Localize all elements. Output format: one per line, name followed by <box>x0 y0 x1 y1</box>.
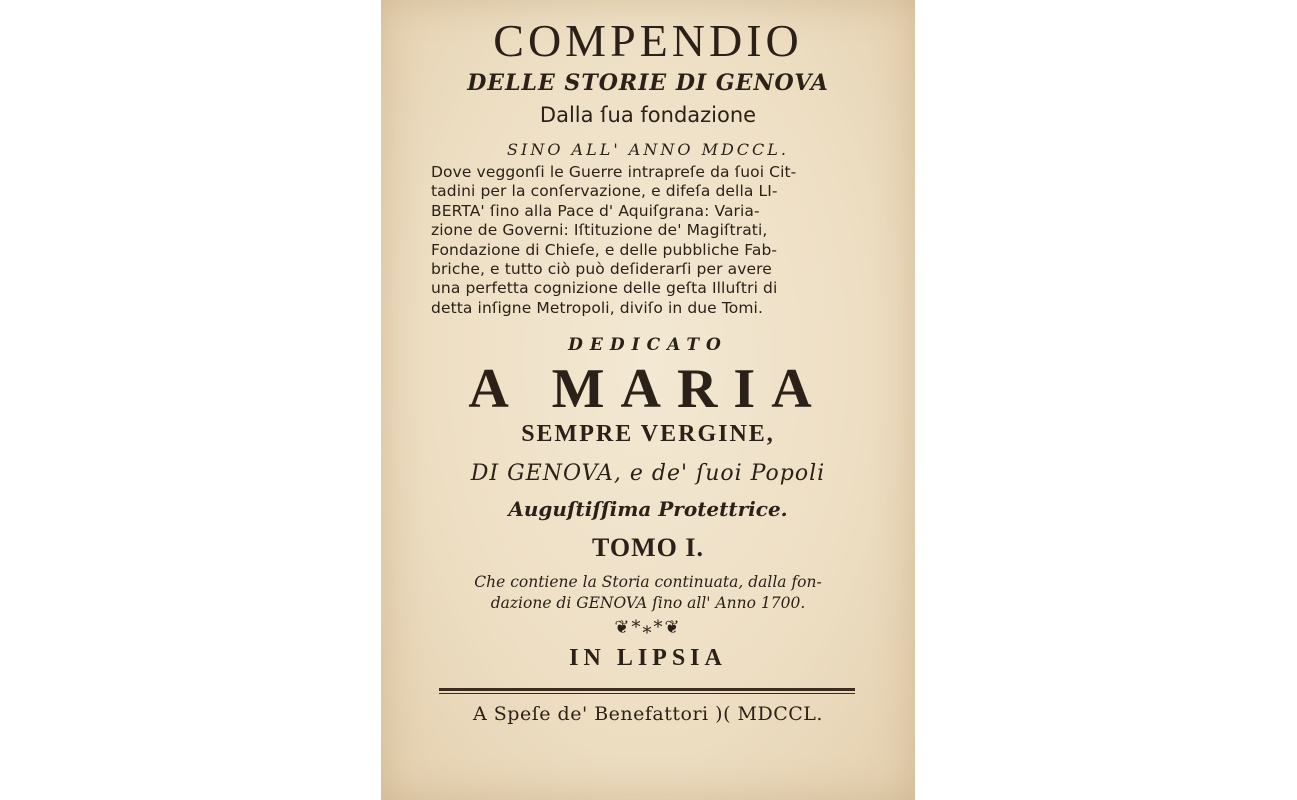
dedication-name: A MARIA <box>468 358 828 420</box>
contents-line: Che contiene la Storia continuata, dalla fon- <box>474 573 822 591</box>
contents-line: dazione di GENOVA ſino all' Anno 1700. <box>490 594 806 612</box>
description-line: Dove veggonſi le Guerre intrapreſe da ſuoi Cit- <box>431 163 797 181</box>
book-title: COMPENDIO <box>493 15 803 66</box>
volume-label: TOMO I. <box>592 533 704 562</box>
dedication-label: DEDICATO <box>568 335 728 355</box>
description-line: una perfetta cognizione delle geſta Illuſtri di <box>431 279 778 298</box>
divider-rule-thin <box>439 693 855 694</box>
dedication-line: SEMPRE VERGINE, <box>521 421 775 447</box>
description-line: tadini per la conſervazione, e difeſa della LI- <box>431 182 778 201</box>
ornament-icon: ❦*⁎*❦ <box>614 617 682 638</box>
imprint-line: A Speſe de' Benefattori )( MDCCL. <box>473 703 823 725</box>
description-line: BERTA' ſino alla Pace d' Aquiſgrana: Varia- <box>431 201 760 220</box>
dedication-line: DI GENOVA, e de' ſuoi Popoli <box>470 461 826 486</box>
description-line: Fondazione di Chieſe, e delle pubbliche Fab- <box>431 240 778 259</box>
divider-rule <box>439 688 855 691</box>
book-subtitle-origin: Dalla ſua fondazione <box>539 103 757 127</box>
book-subtitle-year: SINO ALL' ANNO MDCCL. <box>507 140 789 159</box>
description-line: zione de Governi: Iſtituzione de' Magiſtrati, <box>431 221 768 240</box>
place-of-publication: IN LIPSIA <box>569 645 727 671</box>
description-block <box>431 163 861 318</box>
description-line: detta inſigne Metropoli, diviſo in due Tomi. <box>431 298 763 317</box>
book-subtitle: DELLE STORIE DI GENOVA <box>467 70 829 96</box>
title-page <box>381 0 915 800</box>
dedication-line: Auguſtiſſima Protettrice. <box>508 497 788 521</box>
description-line: briche, e tutto ciò può deſiderarſi per avere <box>431 260 772 279</box>
